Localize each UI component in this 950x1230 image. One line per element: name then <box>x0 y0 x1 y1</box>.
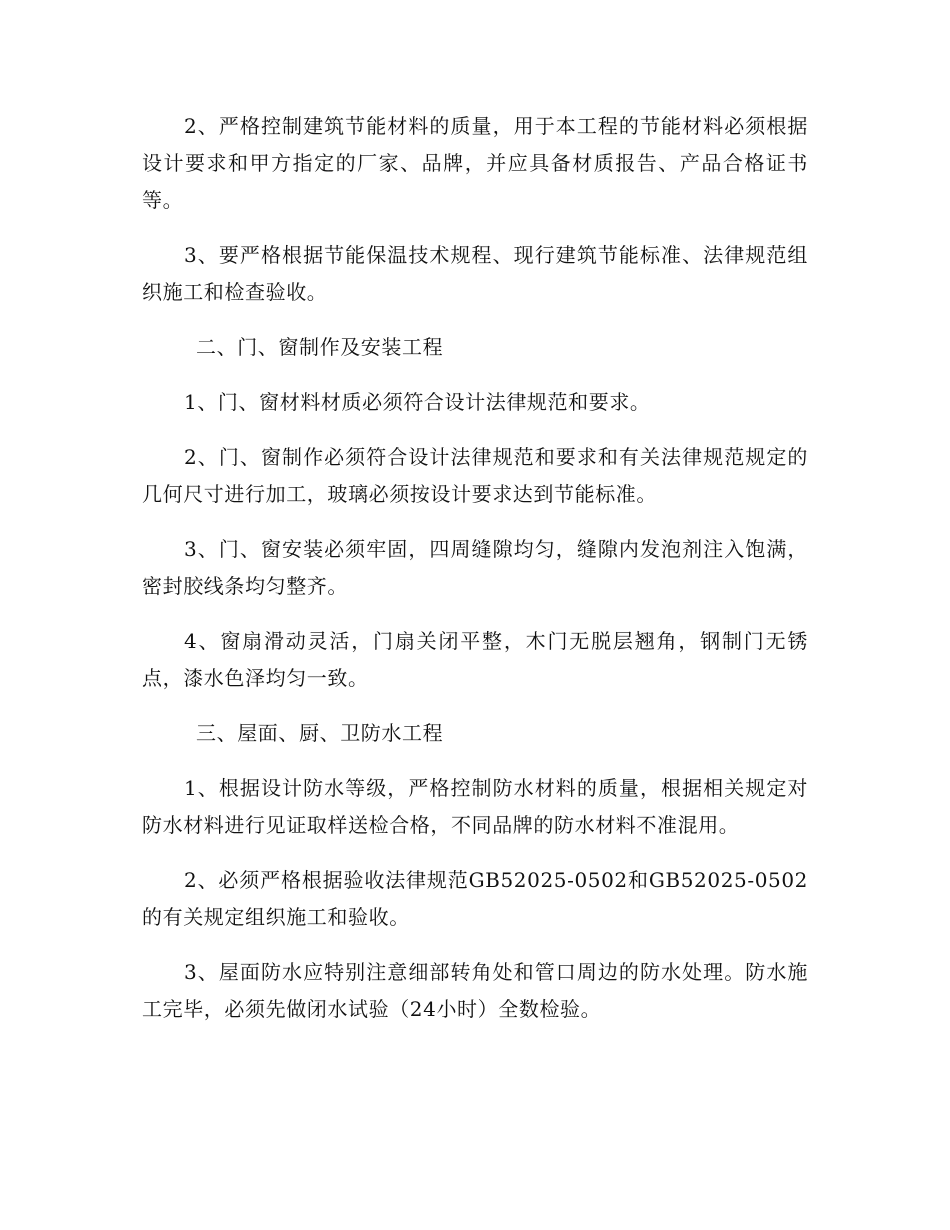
paragraph-door-window-fabrication: 2、门、窗制作必须符合设计法律规范和要求和有关法律规范规定的几何尺寸进行加工，玻璃必须按设计要求达到节能标准。 <box>142 445 808 506</box>
paragraph-energy-construction-acceptance: 3、要严格根据节能保温技术规程、现行建筑节能标准、法律规范组织施工和检查验收。 <box>142 243 808 304</box>
paragraph-sash-operation: 4、窗扇滑动灵活，门扇关闭平整，木门无脱层翘角，钢制门无锈点，漆水色泽均匀一致。 <box>142 629 808 690</box>
paragraph-waterproof-acceptance: 2、必须严格根据验收法律规范GB52025-0502和GB52025-0502的有关规定组织施工和验收。 <box>142 868 808 929</box>
paragraph-energy-material-quality: 2、严格控制建筑节能材料的质量，用于本工程的节能材料必须根据设计要求和甲方指定的厂家、品牌，并应具备材质报告、产品合格证书等。 <box>142 114 808 212</box>
paragraph-waterproof-material: 1、根据设计防水等级，严格控制防水材料的质量，根据相关规定对防水材料进行见证取样送检合格，不同品牌的防水材料不准混用。 <box>142 776 808 837</box>
paragraph-roof-waterproof-detail: 3、屋面防水应特别注意细部转角处和管口周边的防水处理。防水施工完毕，必须先做闭水试验（24小时）全数检验。 <box>142 960 808 1021</box>
paragraph-door-window-material: 1、门、窗材料材质必须符合设计法律规范和要求。 <box>184 390 651 414</box>
paragraph-door-window-installation: 3、门、窗安装必须牢固，四周缝隙均匀，缝隙内发泡剂注入饱满，密封胶线条均匀整齐。 <box>142 537 808 598</box>
section-heading-waterproofing: 三、屋面、厨、卫防水工程 <box>196 721 444 745</box>
section-heading-doors-windows: 二、门、窗制作及安装工程 <box>196 335 444 359</box>
document-body <box>142 108 808 1046</box>
